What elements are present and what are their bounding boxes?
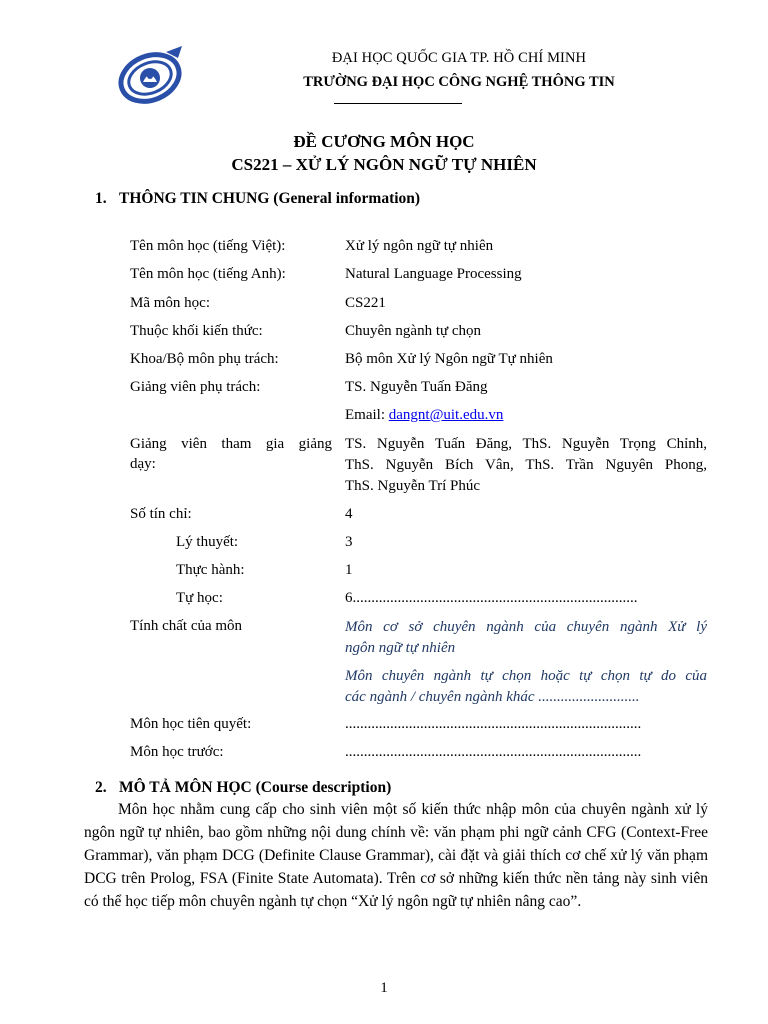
section-number: 2. [95,779,107,796]
email-label: Email: [345,407,385,423]
nature-option-2-line1: Môn chuyên ngành tự chọn hoặc tự chọn tự do của [345,668,707,684]
header-divider [334,103,462,104]
value-knowledge-block: Chuyên ngành tự chọn [345,323,482,339]
nature-option-1-line2: ngôn ngữ tự nhiên [345,640,456,656]
label-prerequisite: Môn học tiên quyết: [130,716,252,732]
section-title: THÔNG TIN CHUNG (General information) [119,190,421,207]
faculty-name: TRƯỜNG ĐẠI HỌC CÔNG NGHỆ THÔNG TIN [303,74,615,90]
value-name-vi: Xử lý ngôn ngữ tự nhiên [345,238,494,254]
value-theory: 3 [345,534,353,550]
value-department: Bộ môn Xử lý Ngôn ngữ Tự nhiên [345,351,553,367]
course-description-paragraph: Môn học nhằm cung cấp cho sinh viên một số kiến thức nhập môn của chuyên ngành xử lý ngôn ngữ tự nhiên, bao gồm những nội dung chính về: văn phạm phi ngữ cảnh CFG (Context-Free Grammar), văn phạm DCG (Definite Clause Grammar), cài đặt và giải thích cơ chế xử lý văn phạm DCG trên Prolog, FSA (Finite State Automata). Trên cơ sở những kiến thức nền tảng này sinh viên có thể học tiếp môn chuyên ngành tự chọn “Xử lý ngôn ngữ tự nhiên nâng cao”. [84,801,708,910]
section-1-heading [95,190,420,208]
value-teachers-line1: TS. Nguyễn Tuấn Đăng, ThS. Nguyễn Trọng Chỉnh, [345,436,707,452]
label-lecturer: Giảng viên phụ trách: [130,379,261,395]
label-course-code: Mã môn học: [130,295,210,311]
value-credits: 4 [345,506,353,522]
document-title: ĐỀ CƯƠNG MÔN HỌC [293,132,475,151]
label-knowledge-block: Thuộc khối kiến thức: [130,323,263,339]
email-row [345,407,707,424]
label-theory: Lý thuyết: [176,534,239,550]
label-previous-course: Môn học trước: [130,744,224,760]
value-course-code: CS221 [345,295,386,311]
university-name: ĐẠI HỌC QUỐC GIA TP. HỒ CHÍ MINH [331,50,587,66]
value-name-en: Natural Language Processing [345,266,522,282]
section-title: MÔ TẢ MÔN HỌC (Course description) [119,779,392,796]
value-previous-course: ............................................................................... [345,744,642,760]
label-teachers-line1: Giảng viên tham gia giảng [130,436,332,452]
value-lecturer: TS. Nguyễn Tuấn Đăng [345,379,488,395]
label-self-study: Tự học: [176,590,223,606]
value-teachers-line3: ThS. Nguyễn Trí Phúc [345,478,481,494]
page-number: 1 [380,980,388,996]
nature-option-2-line2: các ngành / chuyên ngành khác ........................... [345,689,640,705]
nature-option-1-line1: Môn cơ sở chuyên ngành của chuyên ngành Xử lý [345,619,707,635]
email-link[interactable]: dangnt@uit.edu.vn [388,407,504,423]
value-prerequisite: ............................................................................... [345,716,642,732]
course-title: CS221 – XỬ LÝ NGÔN NGỮ TỰ NHIÊN [231,155,537,174]
section-2-heading [95,779,391,797]
label-teachers-line2: dạy: [130,456,156,472]
label-course-nature: Tính chất của môn [130,618,243,634]
label-department: Khoa/Bộ môn phụ trách: [130,351,279,367]
label-name-en: Tên môn học (tiếng Anh): [130,266,286,282]
value-teachers-line2: ThS. Nguyễn Bích Vân, ThS. Trần Nguyên Phong, [345,457,707,473]
label-name-vi: Tên môn học (tiếng Việt): [130,238,286,254]
section-number: 1. [95,190,107,207]
value-self-study: 6............................................................................ [345,590,638,606]
value-practice: 1 [345,562,353,578]
label-credits: Số tín chỉ: [130,506,192,522]
label-practice: Thực hành: [176,562,245,578]
